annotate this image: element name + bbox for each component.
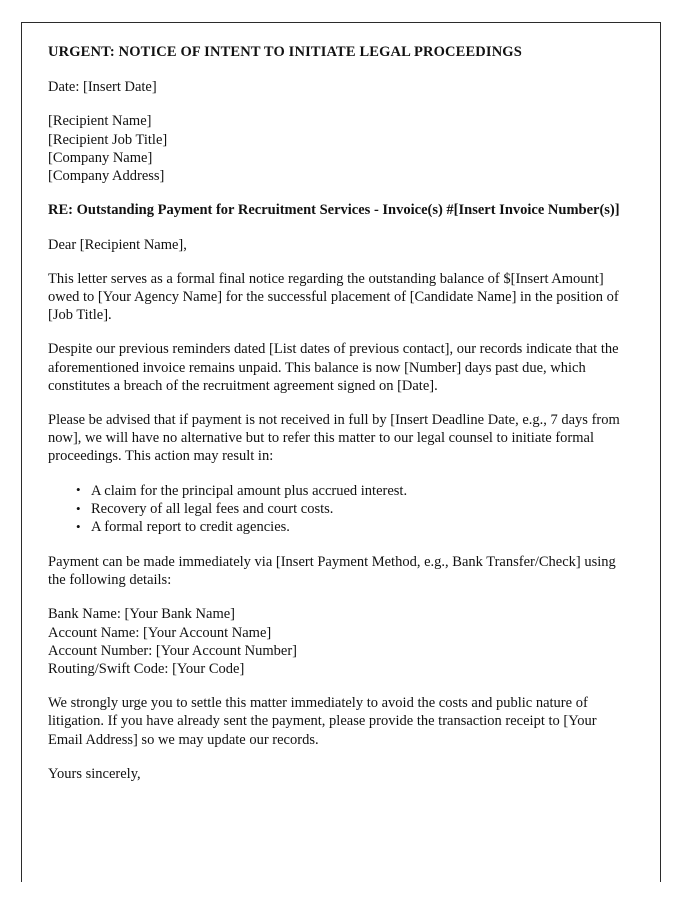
document-body <box>48 43 632 783</box>
recipient-job-title-line: [Recipient Job Title] <box>48 131 168 148</box>
list-item: • A formal report to credit agencies. <box>48 518 632 536</box>
bank-name-line: Bank Name: [Your Bank Name] <box>48 606 235 623</box>
body-paragraph-2: Despite our previous reminders dated [List dates of previous contact], our records indicate that the aforementioned invoice remains unpaid. This balance is now [Number] days past due, which constitutes a breach of the recruitment agreement signed on [Date]. <box>48 341 619 394</box>
company-name-line: [Company Name] <box>48 149 153 166</box>
closing-line: Yours sincerely, <box>48 765 141 782</box>
body-paragraph-5: We strongly urge you to settle this matter immediately to avoid the costs and public nature of litigation. If you have already sent the payment, please provide the transaction receipt to [Your Email Address] so we may update our records. <box>48 695 597 748</box>
body-paragraph-1: This letter serves as a formal final notice regarding the outstanding balance of $[Insert Amount] owed to [Your Agency Name] for the successful placement of [Candidate Name] in the position of [Job Title]. <box>48 270 619 324</box>
body-paragraph-4: Payment can be made immediately via [Insert Payment Method, e.g., Bank Transfer/Check] using the following details: <box>48 553 616 589</box>
body-paragraph-3: Please be advised that if payment is not received in full by [Insert Deadline Date, e.g., 7 days from now], we will have no alternative but to refer this matter to our legal counsel to initiate formal proceedings. This action may result in: <box>48 412 620 465</box>
recipient-address-block <box>48 112 632 185</box>
document-page <box>21 22 661 882</box>
routing-code-line: Routing/Swift Code: [Your Code] <box>48 660 245 677</box>
date-line: Date: [Insert Date] <box>48 79 157 96</box>
recipient-name-line: [Recipient Name] <box>48 113 152 130</box>
page-title: URGENT: NOTICE OF INTENT TO INITIATE LEGAL PROCEEDINGS <box>48 44 522 60</box>
salutation: Dear [Recipient Name], <box>48 236 187 253</box>
consequences-list <box>48 482 632 537</box>
account-number-line: Account Number: [Your Account Number] <box>48 642 298 659</box>
account-name-line: Account Name: [Your Account Name] <box>48 624 272 641</box>
subject-line: RE: Outstanding Payment for Recruitment Services - Invoice(s) #[Insert Invoice Number(s)] <box>48 202 620 219</box>
bank-details-block <box>48 605 632 678</box>
list-item: • Recovery of all legal fees and court costs. <box>48 500 632 518</box>
company-address-line: [Company Address] <box>48 167 165 184</box>
list-item: • A claim for the principal amount plus accrued interest. <box>48 482 632 500</box>
